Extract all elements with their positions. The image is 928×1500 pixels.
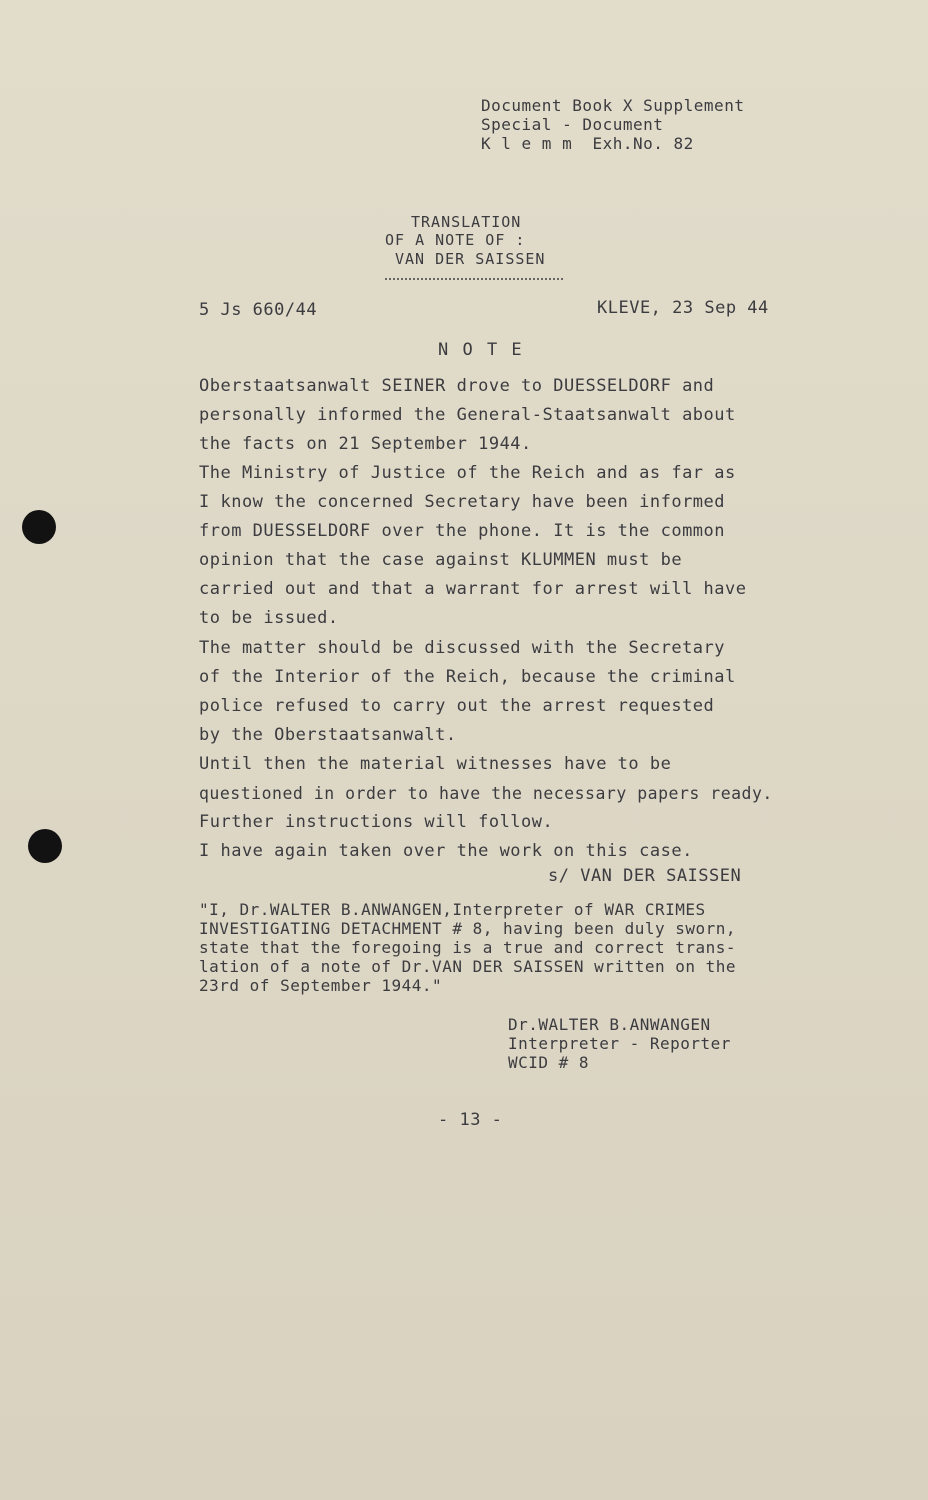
title-line-3: VAN DER SAISSEN <box>395 250 546 268</box>
body-line: from DUESSELDORF over the phone. It is the common <box>199 521 726 541</box>
interpreter-unit: WCID # 8 <box>508 1053 590 1072</box>
body-line: the facts on 21 September 1944. <box>199 434 532 454</box>
place-date: KLEVE, 23 Sep 44 <box>597 298 769 318</box>
body-line: Oberstaatsanwalt SEINER drove to DUESSELDORF and <box>199 376 715 396</box>
certification-line: state that the foregoing is a true and correct trans- <box>199 938 737 957</box>
body-line: The matter should be discussed with the Secretary <box>199 638 726 658</box>
header-line-1: Document Book X Supplement <box>481 96 745 115</box>
body-line: I have again taken over the work on this case. <box>199 841 693 861</box>
punch-hole-lower <box>28 829 62 863</box>
certification-line: lation of a note of Dr.VAN DER SAISSEN written on the <box>199 957 737 976</box>
title-line-2: OF A NOTE OF : <box>385 231 526 249</box>
body-line: carried out and that a warrant for arrest will have <box>199 579 747 599</box>
body-line: The Ministry of Justice of the Reich and as far as <box>199 463 736 483</box>
certification-line: "I, Dr.WALTER B.ANWANGEN,Interpreter of WAR CRIMES <box>199 900 706 919</box>
certification-line: 23rd of September 1944." <box>199 976 443 995</box>
body-line: Until then the material witnesses have to be <box>199 754 672 774</box>
body-line: I know the concerned Secretary have been informed <box>199 492 726 512</box>
body-line: personally informed the General-Staatsanwalt about <box>199 405 736 425</box>
body-line: by the Oberstaatsanwalt. <box>199 725 457 745</box>
body-line: to be issued. <box>199 608 339 628</box>
body-line: opinion that the case against KLUMMEN must be <box>199 550 683 570</box>
certification-line: INVESTIGATING DETACHMENT # 8, having been duly sworn, <box>199 919 737 938</box>
file-number: 5 Js 660/44 <box>199 300 318 320</box>
body-line: of the Interior of the Reich, because the criminal <box>199 667 736 687</box>
body-line: Further instructions will follow. <box>199 812 554 832</box>
interpreter-name: Dr.WALTER B.ANWANGEN <box>508 1015 711 1034</box>
header-line-2: Special - Document <box>481 115 664 134</box>
body-line: questioned in order to have the necessary papers ready. <box>199 784 773 803</box>
title-line-1: TRANSLATION <box>411 213 522 231</box>
punch-hole-upper <box>22 510 56 544</box>
header-line-3: K l e m m Exh.No. 82 <box>481 134 694 153</box>
title-dotted-underline <box>385 278 563 280</box>
note-heading: N O T E <box>438 340 524 360</box>
page-number: - 13 - <box>438 1110 503 1130</box>
signature: s/ VAN DER SAISSEN <box>548 866 742 886</box>
body-line: police refused to carry out the arrest requested <box>199 696 715 716</box>
interpreter-role: Interpreter - Reporter <box>508 1034 731 1053</box>
